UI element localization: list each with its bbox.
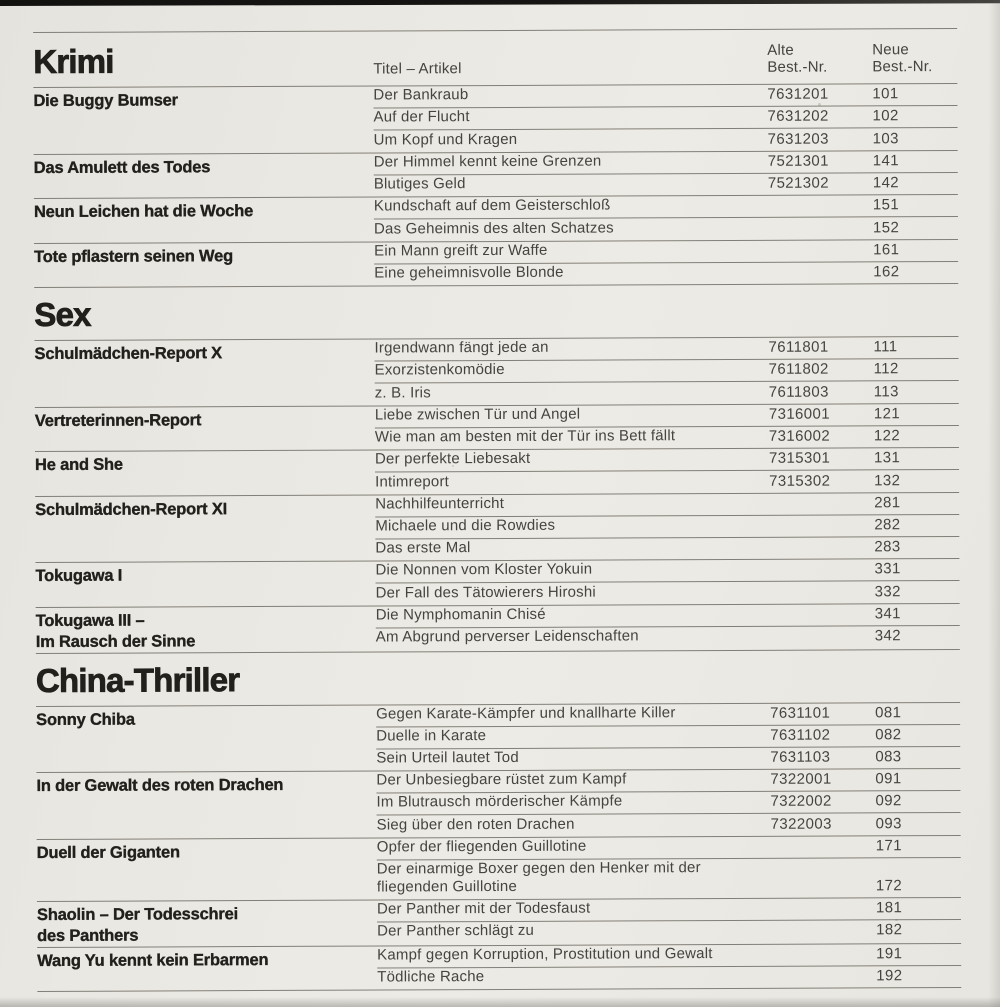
table-row bbox=[374, 172, 958, 196]
group-rows bbox=[374, 239, 958, 285]
row-new-number: 171 bbox=[875, 836, 902, 854]
row-new-number: 103 bbox=[872, 129, 899, 147]
group-name: Duell der Giganten bbox=[36, 842, 180, 862]
table-row bbox=[375, 381, 959, 405]
film-group bbox=[33, 84, 957, 154]
table-row bbox=[374, 261, 958, 285]
table-row bbox=[376, 746, 960, 770]
table-row bbox=[374, 150, 958, 175]
row-new-number: 091 bbox=[875, 770, 902, 788]
row-title: Exorzistenkomödie bbox=[374, 360, 505, 379]
row-old-number: 7316002 bbox=[768, 427, 831, 445]
row-title: Am Abgrund perverser Leidenschaften bbox=[375, 627, 639, 646]
column-header-title: Titel – Artikel bbox=[373, 60, 462, 78]
table-row bbox=[375, 559, 959, 584]
table-row bbox=[377, 965, 961, 989]
table-row bbox=[375, 425, 959, 449]
section-heading: Sex bbox=[34, 295, 91, 334]
film-groups bbox=[34, 337, 959, 654]
section-heading-band bbox=[34, 294, 958, 341]
scan-bottom-edge bbox=[0, 997, 1000, 1007]
table-row bbox=[376, 791, 960, 816]
film-group bbox=[35, 558, 959, 607]
group-rows bbox=[374, 195, 958, 241]
row-old-number: 7611801 bbox=[768, 338, 829, 356]
row-title: Duelle in Karate bbox=[376, 726, 487, 745]
row-new-number: 101 bbox=[872, 85, 899, 103]
row-old-number: 7631202 bbox=[767, 107, 829, 125]
row-title: Wie man am besten mit der Tür ins Bett fällt bbox=[374, 427, 676, 446]
group-rows bbox=[377, 943, 961, 989]
row-new-number: 161 bbox=[873, 240, 900, 258]
group-rows bbox=[374, 150, 958, 196]
column-header-new-line2: Best.-Nr. bbox=[872, 58, 933, 76]
row-old-number: 7631203 bbox=[767, 130, 829, 148]
table-row bbox=[376, 603, 960, 628]
group-name: In der Gewalt des roten Drachen bbox=[36, 775, 284, 796]
table-row bbox=[377, 857, 961, 899]
row-old-number: 7631103 bbox=[770, 748, 831, 766]
row-new-number: 111 bbox=[873, 338, 898, 356]
row-new-number: 132 bbox=[874, 471, 901, 489]
film-groups bbox=[33, 84, 958, 288]
row-new-number: 083 bbox=[875, 748, 902, 766]
row-old-number: 7611803 bbox=[768, 383, 829, 401]
row-title: z. B. Iris bbox=[374, 383, 431, 402]
film-group bbox=[35, 447, 959, 496]
table-row bbox=[376, 724, 960, 749]
row-title: Kampf gegen Korruption, Prostitution und Gewalt bbox=[377, 944, 713, 964]
row-title: Sieg über den roten Drachen bbox=[376, 815, 575, 834]
row-new-number: 093 bbox=[875, 814, 902, 832]
row-new-number: 102 bbox=[872, 107, 899, 125]
film-group bbox=[36, 768, 960, 839]
row-title: Opfer der fliegenden Guillotine bbox=[376, 837, 587, 856]
row-title: Die Nymphomanin Chisé bbox=[375, 605, 546, 624]
column-header-new-number bbox=[872, 41, 957, 75]
row-title: Der Fall des Tätowierers Hiroshi bbox=[375, 583, 596, 602]
table-row bbox=[375, 359, 959, 384]
film-group bbox=[37, 942, 961, 991]
row-title: Ein Mann greift zur Waffe bbox=[374, 241, 548, 260]
group-name: He and She bbox=[34, 455, 123, 475]
column-header-old-line2: Best.-Nr. bbox=[767, 58, 828, 76]
row-title: Um Kopf und Kragen bbox=[373, 130, 518, 149]
table-row bbox=[376, 581, 960, 605]
group-name: Sonny Chiba bbox=[36, 710, 135, 729]
row-old-number: 7631102 bbox=[770, 726, 831, 744]
group-name: Neun Leichen hat die Woche bbox=[33, 202, 254, 222]
row-title: Das Geheimnis des alten Schatzes bbox=[373, 218, 614, 238]
row-new-number: 282 bbox=[874, 515, 901, 533]
section-sex bbox=[34, 294, 960, 654]
row-new-number: 182 bbox=[876, 921, 903, 939]
film-group bbox=[34, 337, 958, 407]
group-rows bbox=[377, 897, 961, 945]
film-group bbox=[37, 896, 961, 946]
row-new-number: 331 bbox=[874, 560, 901, 578]
table-row bbox=[375, 536, 959, 560]
row-old-number: 7611802 bbox=[768, 360, 829, 378]
group-name: Shaolin – Der Todesschrei des Panthers bbox=[36, 904, 239, 945]
row-title: Liebe zwischen Tür und Angel bbox=[374, 405, 581, 424]
table-row bbox=[374, 239, 958, 264]
row-title: Sein Urteil lautet Tod bbox=[376, 748, 519, 767]
row-title: Der Bankraub bbox=[373, 86, 469, 104]
table-row bbox=[374, 217, 958, 241]
table-row bbox=[377, 943, 961, 968]
group-name: Tokugawa III – Im Rausch der Sinne bbox=[35, 611, 196, 651]
row-title: Im Blutrausch mörderischer Kämpfe bbox=[376, 792, 623, 811]
column-header-new-line1: Neue bbox=[872, 41, 909, 59]
column-header-old-line1: Alte bbox=[767, 41, 794, 59]
scan-speck bbox=[818, 103, 821, 106]
row-old-number: 7322001 bbox=[770, 770, 832, 788]
row-title: Das erste Mal bbox=[375, 539, 471, 557]
group-rows bbox=[375, 559, 959, 605]
group-name: Schulmädchen-Report XI bbox=[35, 499, 228, 519]
row-title: Der perfekte Liebesakt bbox=[374, 449, 531, 468]
table-row bbox=[377, 919, 961, 943]
catalog-content bbox=[33, 0, 961, 992]
film-groups bbox=[36, 702, 961, 992]
row-old-number: 7322002 bbox=[770, 792, 832, 810]
row-new-number: 342 bbox=[874, 627, 902, 645]
section-heading: China-Thriller bbox=[35, 660, 240, 699]
row-old-number: 7315302 bbox=[769, 472, 831, 490]
row-new-number: 082 bbox=[875, 725, 902, 743]
group-rows bbox=[376, 769, 960, 837]
row-title: Gegen Karate-Kämpfer und knallharte Killer bbox=[376, 703, 676, 723]
column-header-old-number bbox=[767, 41, 872, 75]
table-row bbox=[374, 337, 958, 362]
group-rows bbox=[376, 603, 960, 651]
row-title: Die Nonnen vom Kloster Yokuin bbox=[375, 560, 593, 579]
film-group bbox=[35, 402, 959, 451]
section-heading-band bbox=[36, 659, 960, 706]
row-title: Auf der Flucht bbox=[373, 108, 470, 126]
row-old-number: 7631101 bbox=[770, 704, 831, 722]
group-name: Wang Yu kennt kein Erbarmen bbox=[37, 950, 269, 970]
film-group bbox=[37, 834, 961, 900]
row-old-number: 7631201 bbox=[767, 85, 829, 103]
section-china-thriller bbox=[36, 659, 961, 992]
row-title: Nachhilfeunterricht bbox=[375, 494, 505, 513]
row-title: Kundschaft auf dem Geisterschloß bbox=[373, 196, 611, 215]
table-row bbox=[373, 84, 957, 109]
table-row bbox=[375, 492, 959, 517]
table-row bbox=[376, 702, 960, 727]
scan-speck bbox=[452, 465, 454, 467]
film-group bbox=[35, 491, 959, 562]
row-new-number: 181 bbox=[875, 898, 903, 916]
row-new-number: 341 bbox=[874, 604, 901, 622]
row-title: Der Himmel kennt keine Grenzen bbox=[373, 152, 602, 171]
table-row bbox=[377, 835, 961, 860]
scan-speck bbox=[895, 919, 898, 921]
group-rows bbox=[375, 448, 959, 494]
row-title: Irgendwann fängt jede an bbox=[374, 338, 549, 357]
film-group bbox=[36, 602, 960, 652]
film-group bbox=[36, 702, 960, 772]
table-row bbox=[375, 448, 959, 473]
row-title: Der einarmige Boxer gegen den Henker mit der fliegenden Guillotine bbox=[376, 858, 701, 896]
row-title: Blutiges Geld bbox=[373, 175, 466, 193]
table-row bbox=[375, 514, 959, 539]
group-name: Tote pflastern seinen Weg bbox=[34, 246, 233, 266]
row-title: Der Panther mit der Todesfaust bbox=[376, 899, 591, 918]
group-rows bbox=[375, 492, 959, 560]
film-group bbox=[34, 194, 958, 243]
film-group bbox=[34, 238, 958, 287]
table-row bbox=[377, 897, 961, 922]
table-row bbox=[376, 769, 960, 794]
group-name: Vertreterinnen-Report bbox=[34, 410, 202, 430]
table-row bbox=[375, 470, 959, 494]
row-new-number: 172 bbox=[875, 876, 903, 894]
row-new-number: 141 bbox=[872, 151, 899, 169]
row-new-number: 122 bbox=[873, 427, 901, 445]
film-group bbox=[34, 149, 958, 198]
row-new-number: 332 bbox=[874, 582, 901, 600]
row-title: Intimreport bbox=[375, 472, 450, 491]
row-new-number: 121 bbox=[873, 404, 901, 422]
group-rows bbox=[374, 337, 958, 405]
group-name: Tokugawa I bbox=[35, 566, 123, 586]
row-new-number: 162 bbox=[873, 263, 900, 281]
row-title: Tödliche Rache bbox=[377, 968, 485, 986]
section-heading-band bbox=[33, 28, 957, 88]
group-name: Die Buggy Bumser bbox=[33, 91, 178, 111]
row-new-number: 191 bbox=[876, 944, 903, 962]
row-old-number: 7521301 bbox=[767, 152, 829, 170]
table-row bbox=[374, 128, 958, 152]
group-rows bbox=[373, 84, 957, 152]
row-new-number: 112 bbox=[873, 360, 899, 378]
row-new-number: 152 bbox=[872, 218, 900, 236]
group-name: Schulmädchen-Report X bbox=[34, 344, 222, 364]
row-new-number: 281 bbox=[874, 493, 901, 511]
row-title: Eine geheimnisvolle Blonde bbox=[374, 263, 564, 282]
scan-right-edge bbox=[988, 0, 1000, 1007]
row-old-number: 7315301 bbox=[768, 449, 831, 467]
table-row bbox=[375, 403, 959, 428]
row-new-number: 192 bbox=[876, 967, 903, 985]
table-row bbox=[376, 625, 960, 649]
row-title: Der Unbesiegbare rüstet zum Kampf bbox=[376, 770, 627, 789]
row-new-number: 092 bbox=[875, 792, 902, 810]
row-old-number: 7521302 bbox=[767, 174, 830, 192]
row-new-number: 131 bbox=[873, 449, 901, 467]
group-name: Das Amulett des Todes bbox=[33, 157, 211, 177]
row-title: Der Panther schlägt zu bbox=[377, 921, 535, 940]
table-row bbox=[377, 813, 961, 837]
row-new-number: 081 bbox=[875, 703, 902, 721]
row-title: Michaele und die Rowdies bbox=[375, 516, 556, 535]
row-new-number: 113 bbox=[873, 382, 899, 400]
row-new-number: 283 bbox=[874, 538, 901, 556]
table-row bbox=[374, 195, 958, 220]
row-old-number: 7316001 bbox=[768, 405, 831, 423]
group-rows bbox=[376, 702, 960, 770]
section-krimi bbox=[33, 28, 958, 288]
group-rows bbox=[377, 835, 961, 899]
table-row bbox=[373, 106, 957, 131]
row-old-number: 7322003 bbox=[770, 815, 832, 833]
group-rows bbox=[375, 403, 959, 449]
row-new-number: 142 bbox=[872, 174, 900, 192]
section-heading: Krimi bbox=[33, 42, 114, 81]
row-new-number: 151 bbox=[872, 196, 900, 214]
